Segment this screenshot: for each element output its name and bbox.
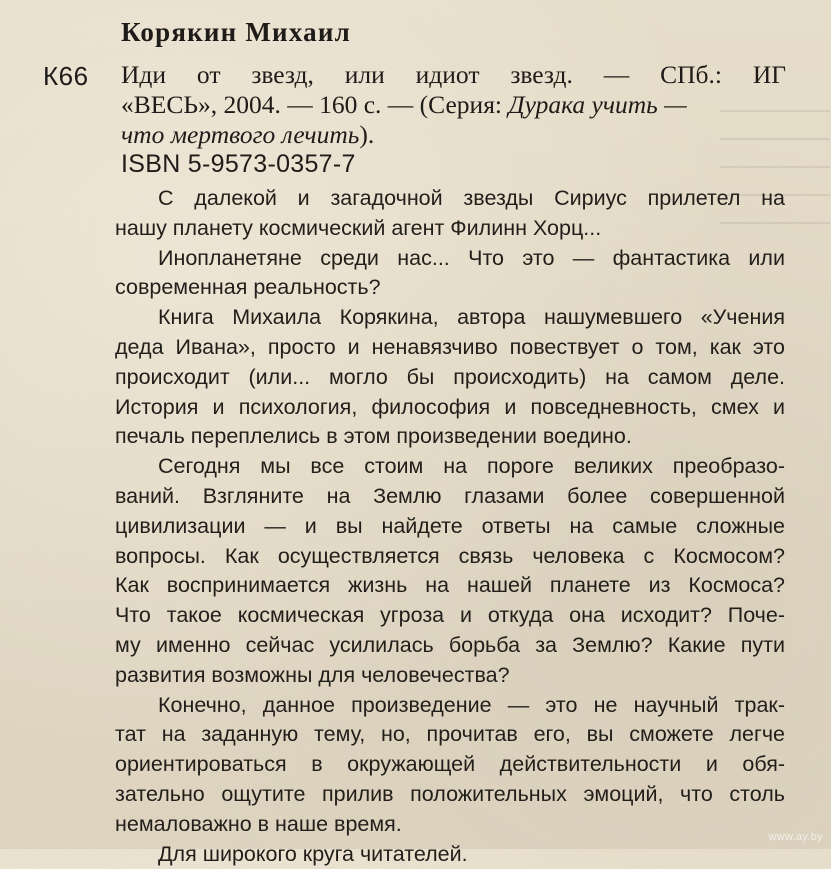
biblio-line xyxy=(121,120,786,150)
annotation-line: зательно ощутите прилив положительных эмоций, что столь xyxy=(115,781,785,806)
annotation-line: печаль переплелись в этом произведении воедино. xyxy=(115,424,632,449)
annotation-line: вопросы. Как осуществляется связь человека с Космосом? xyxy=(115,543,785,568)
biblio-line: Иди от звезд, или идиот звезд. — СПб.: ИГ xyxy=(121,60,786,89)
annotation-line: Для широкого круга читателей. xyxy=(158,841,468,866)
annotation-line: нашу планету космический агент Филинн Хорц... xyxy=(115,215,602,240)
annotation-line: му именно сейчас усилилась борьба за Землю? Какие пути xyxy=(115,632,785,657)
annotation-line: ваний. Взгляните на Землю глазами более совершенной xyxy=(115,483,785,508)
annotation-line: С далекой и загадочной звезды Сириус прилетел на xyxy=(158,186,785,210)
annotation-line: цивилизации — и вы найдете ответы на самые сложные xyxy=(115,513,785,538)
annotation-line: развития возможны для человечества? xyxy=(115,662,510,687)
biblio-line xyxy=(121,90,786,120)
series-title-italic: Дурака учить — xyxy=(508,90,687,119)
library-code: К66 xyxy=(43,61,89,91)
annotation-line: немаловажно в наше время. xyxy=(115,811,402,836)
isbn: ISBN 5-9573-0357-7 xyxy=(121,150,356,178)
biblio-text: ). xyxy=(359,120,375,149)
annotation-line: ориентироваться в окружающей действительности и обя- xyxy=(115,752,785,777)
biblio-text: «ВЕСЬ», 2004. — 160 с. — (Серия: xyxy=(121,90,509,119)
annotation-line: История и психология, философия и повседневность, смех и xyxy=(115,394,785,419)
show-through-texture xyxy=(720,110,830,230)
annotation-line: Что такое космическая угроза и откуда она исходит? Поче- xyxy=(115,603,785,628)
annotation-line: Как воспринимается жизнь на нашей планете из Космоса? xyxy=(115,573,785,598)
bibliographic-description xyxy=(121,60,786,150)
watermark: www.ay.by xyxy=(768,831,823,843)
series-title-italic: что мертвого лечить xyxy=(121,120,360,149)
author-name: Корякин Михаил xyxy=(121,17,351,47)
annotation-line: деда Ивана», просто и ненавязчиво повествует о том, как это xyxy=(115,334,785,359)
annotation-line: происходит (или... могло бы происходить) на самом деле. xyxy=(115,364,785,389)
annotation-line: Книга Михаила Корякина, автора нашумевшего «Учения xyxy=(158,305,785,330)
annotation-line: тат на заданную тему, но, прочитав его, вы сможете легче xyxy=(115,722,785,747)
annotation-line: Сегодня мы все стоим на пороге великих преобразо- xyxy=(158,454,785,479)
annotation-line: современная реальность? xyxy=(115,275,381,300)
annotation-line: Конечно, данное произведение — это не научный трак- xyxy=(158,692,785,717)
annotation-line: Инопланетяне среди нас... Что это — фантастика или xyxy=(158,245,785,270)
annotation xyxy=(115,184,785,869)
